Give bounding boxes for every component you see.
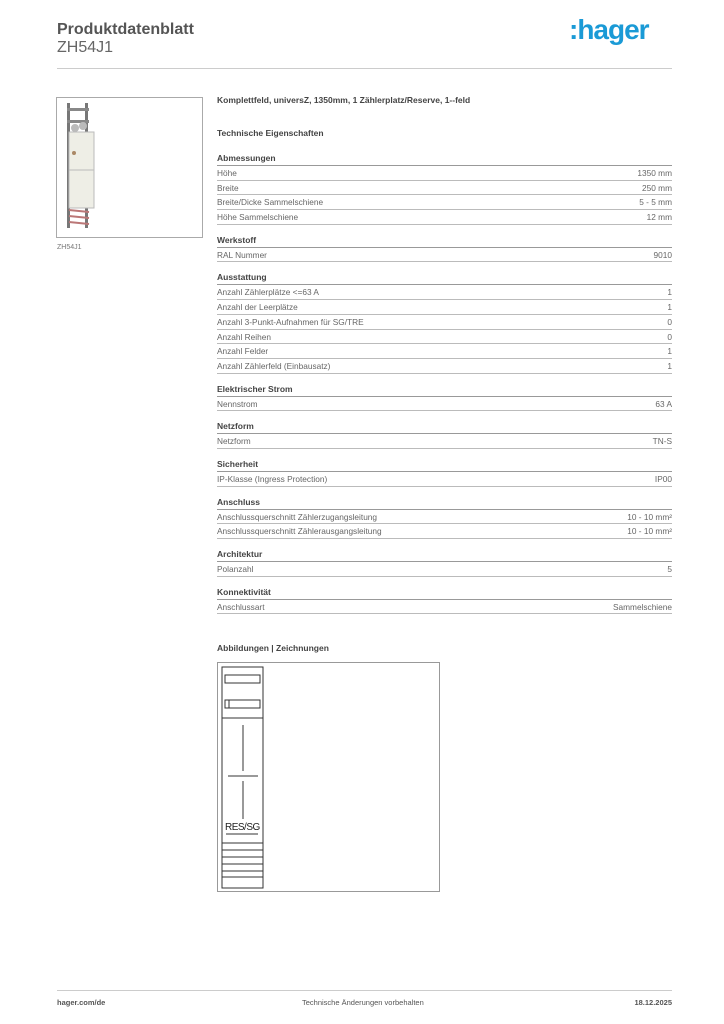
property-label: IP-Klasse (Ingress Protection) xyxy=(217,473,328,484)
property-label: Netzform xyxy=(217,436,251,447)
property-row xyxy=(217,315,672,330)
section-heading: Konnektivität xyxy=(217,586,672,600)
property-value: 1 xyxy=(667,287,672,298)
property-value: 1 xyxy=(667,360,672,371)
product-image xyxy=(56,97,203,238)
property-value: 12 mm xyxy=(646,212,672,223)
property-row xyxy=(217,434,672,449)
property-value: 10 - 10 mm² xyxy=(627,526,672,537)
section-7 xyxy=(217,548,672,577)
section-3 xyxy=(217,383,672,412)
property-label: Anschlussquerschnitt Zählerausgangsleitung xyxy=(217,526,382,537)
property-value: 5 xyxy=(667,564,672,574)
property-value: 9010 xyxy=(653,249,672,260)
property-label: Anschlussart xyxy=(217,601,265,612)
product-photo-icon xyxy=(57,98,202,237)
page-title: Produktdatenblatt xyxy=(57,21,194,38)
property-value: 1 xyxy=(667,346,672,357)
footer-divider xyxy=(57,990,672,991)
property-value: 5 - 5 mm xyxy=(639,197,672,208)
property-row xyxy=(217,472,672,487)
property-label: Anzahl Zählerfeld (Einbausatz) xyxy=(217,360,331,371)
property-value: 0 xyxy=(667,316,672,327)
property-label: Anschlussquerschnitt Zählerzugangsleitung xyxy=(217,511,378,522)
property-label: Höhe Sammelschiene xyxy=(217,212,299,223)
section-heading: Ausstattung xyxy=(217,271,672,285)
property-row xyxy=(217,397,672,412)
product-description: Komplettfeld, universZ, 1350mm, 1 Zählerplatz/Reserve, 1--feld xyxy=(217,95,471,105)
property-label: Anzahl der Leerplätze xyxy=(217,302,298,313)
image-caption: ZH54J1 xyxy=(57,244,82,251)
property-value: 1350 mm xyxy=(637,168,672,178)
drawing-label: RES/SG xyxy=(225,822,260,833)
footer-website[interactable]: hager.com/de xyxy=(57,998,106,1007)
tech-heading: Technische Eigenschaften xyxy=(217,128,324,138)
section-0 xyxy=(217,152,672,225)
property-label: Anzahl 3-Punkt-Aufnahmen für SG/TRE xyxy=(217,316,364,327)
property-row xyxy=(217,248,672,263)
property-value: 0 xyxy=(667,331,672,342)
property-row xyxy=(217,344,672,359)
property-label: Breite/Dicke Sammelschiene xyxy=(217,197,324,208)
property-row xyxy=(217,510,672,525)
property-label: Anzahl Felder xyxy=(217,346,269,357)
property-row xyxy=(217,166,672,181)
product-code: ZH54J1 xyxy=(57,39,114,56)
property-row xyxy=(217,195,672,210)
property-label: Höhe xyxy=(217,168,237,178)
property-row xyxy=(217,562,672,577)
section-heading: Anschluss xyxy=(217,496,672,510)
property-label: Breite xyxy=(217,182,239,193)
property-value: 63 A xyxy=(655,398,672,409)
property-value: TN-S xyxy=(652,436,672,447)
property-label: RAL Nummer xyxy=(217,249,267,260)
property-row xyxy=(217,524,672,539)
property-label: Anzahl Zählerplätze <=63 A xyxy=(217,287,319,298)
property-row xyxy=(217,359,672,374)
property-row xyxy=(217,300,672,315)
property-value: 10 - 10 mm² xyxy=(627,511,672,522)
property-value: 250 mm xyxy=(642,182,672,193)
section-heading: Sicherheit xyxy=(217,458,672,472)
section-heading: Architektur xyxy=(217,548,672,562)
property-value: IP00 xyxy=(654,473,672,484)
technical-drawing xyxy=(217,662,440,892)
section-2 xyxy=(217,271,672,373)
property-label: Polanzahl xyxy=(217,564,254,574)
section-heading: Elektrischer Strom xyxy=(217,383,672,397)
section-heading: Netzform xyxy=(217,420,672,434)
section-5 xyxy=(217,458,672,487)
section-heading: Werkstoff xyxy=(217,234,672,248)
footer-date: 18.12.2025 xyxy=(634,998,672,1007)
property-label: Nennstrom xyxy=(217,398,258,409)
section-8 xyxy=(217,586,672,615)
property-value: 1 xyxy=(667,302,672,313)
property-row xyxy=(217,210,672,225)
property-label: Anzahl Reihen xyxy=(217,331,271,342)
drawings-heading: Abbildungen | Zeichnungen xyxy=(217,643,329,653)
section-1 xyxy=(217,234,672,263)
property-value: Sammelschiene xyxy=(612,601,672,612)
properties-panel xyxy=(217,95,672,623)
section-4 xyxy=(217,420,672,449)
property-row xyxy=(217,330,672,345)
footer-notice: Technische Änderungen vorbehalten xyxy=(302,998,424,1007)
property-row xyxy=(217,285,672,300)
hager-logo: :hager xyxy=(569,14,649,45)
section-6 xyxy=(217,496,672,539)
section-heading: Abmessungen xyxy=(217,152,672,166)
header-divider xyxy=(57,68,672,69)
property-row xyxy=(217,600,672,615)
property-row xyxy=(217,181,672,196)
